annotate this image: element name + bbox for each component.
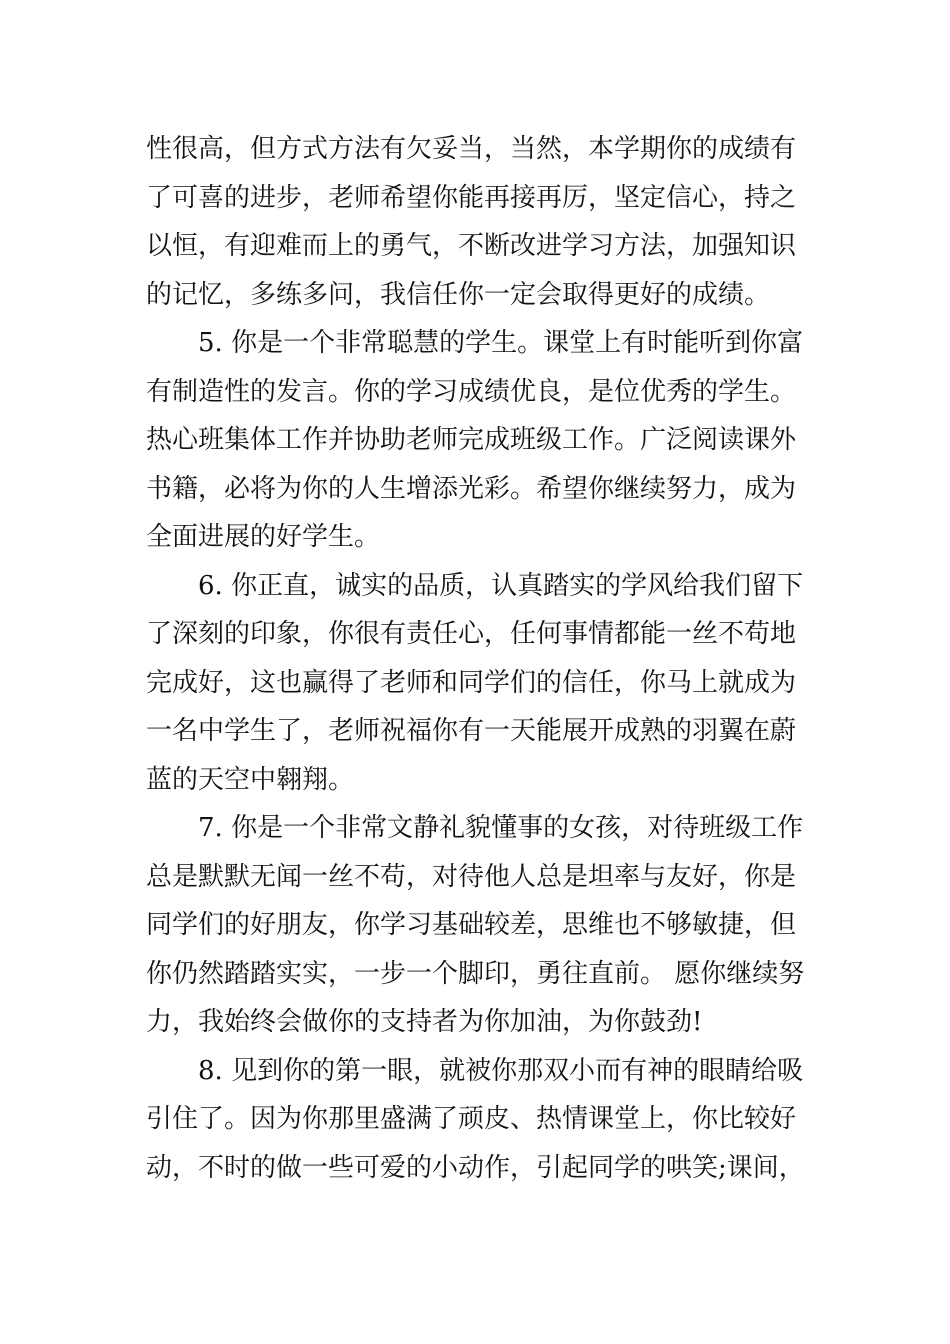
text-line: 书籍，必将为你的人生增添光彩。希望你继续努力，成为 — [146, 473, 797, 504]
text-line: 以恒，有迎难而上的勇气，不断改进学习方法，加强知识 — [146, 231, 797, 261]
paragraph-6-first-line: 6. 你正直，诚实的品质，认真踏实的学风给我们留下 — [198, 570, 804, 601]
text-line: 动，不时的做一些可爱的小动作，引起同学的哄笑;课间， — [146, 1152, 805, 1183]
text-line: 力，我始终会做你的支持者为你加油，为你鼓劲! — [146, 1007, 703, 1037]
text-line: 你仍然踏踏实实，一步一个脚印，勇往直前。 愿你继续努 — [146, 958, 805, 989]
text-line: 完成好，这也赢得了老师和同学们的信任，你马上就成为 — [146, 667, 797, 698]
text-line: 热心班集体工作并协助老师完成班级工作。广泛阅读课外 — [146, 425, 797, 455]
document-body — [146, 125, 826, 1192]
text-line: 有制造性的发言。你的学习成绩优良，是位优秀的学生。 — [146, 376, 797, 407]
text-line: 总是默默无闻一丝不苟，对待他人总是坦率与友好，你是 — [146, 861, 797, 892]
text-line: 同学们的好朋友，你学习基础较差，思维也不够敏捷，但 — [146, 910, 797, 940]
text-line: 蓝的天空中翱翔。 — [146, 764, 355, 795]
paragraph-5-first-line: 5. 你是一个非常聪慧的学生。课堂上有时能听到你富 — [198, 328, 804, 358]
text-line: 引住了。因为你那里盛满了顽皮、热情课堂上，你比较好 — [146, 1104, 797, 1134]
text-line: 性很高，但方式方法有欠妥当，当然，本学期你的成绩有 — [146, 134, 797, 164]
text-line: 了深刻的印象，你很有责任心，任何事情都能一丝不苟地 — [146, 619, 797, 649]
paragraph-8-first-line: 8. 见到你的第一眼，就被你那双小而有神的眼睛给吸 — [198, 1055, 804, 1086]
text-line: 了可喜的进步，老师希望你能再接再厉，坚定信心，持之 — [146, 182, 797, 213]
text-line: 一名中学生了，老师祝福你有一天能展开成熟的羽翼在蔚 — [146, 716, 797, 746]
paragraph-7-first-line: 7. 你是一个非常文静礼貌懂事的女孩，对待班级工作 — [198, 813, 804, 843]
text-line: 的记忆，多练多问，我信任你一定会取得更好的成绩。 — [146, 279, 771, 310]
text-line: 全面进展的好学生。 — [146, 522, 381, 552]
